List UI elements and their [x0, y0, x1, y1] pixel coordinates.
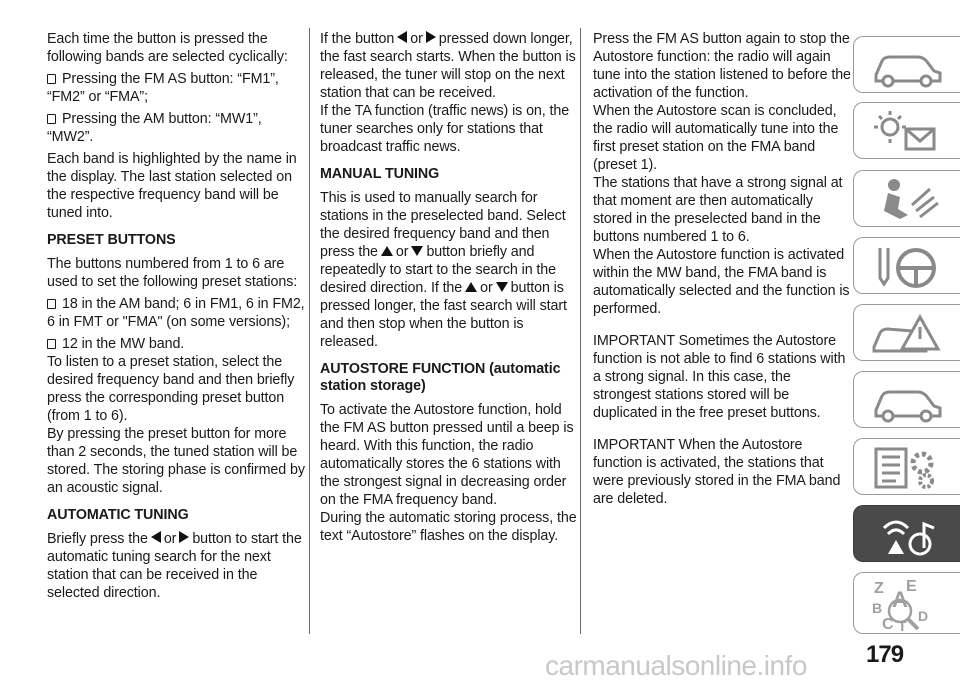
- paragraph: Press the FM AS button again to stop the Autostore function: the radio will again tune into the station listened to before the activation of the function.: [593, 31, 851, 101]
- paragraph: If the TA function (traffic news) is on, the tuner searches only for stations that broadcast traffic news.: [320, 103, 570, 155]
- arrow-left-icon: [397, 31, 407, 43]
- text-run: If the button: [320, 31, 395, 47]
- text-run: or: [410, 31, 423, 47]
- svg-text:Z: Z: [874, 580, 884, 597]
- checkbox-bullet-icon: [47, 299, 56, 309]
- checkbox-bullet-icon: [47, 114, 56, 124]
- paragraph: [47, 530, 309, 602]
- tab-index[interactable]: [853, 572, 960, 634]
- paragraph: During the automatic storing process, the text “Autostore” flashes on the display.: [320, 510, 577, 544]
- text-run: or: [395, 244, 409, 260]
- section-heading: AUTOMATIC TUNING: [47, 507, 189, 523]
- svg-text:T: T: [898, 618, 907, 633]
- paragraph: When the Autostore function is activated within the MW band, the FMA band is automatically selected and the function is performed.: [593, 247, 850, 317]
- important-note: IMPORTANT Sometimes the Autostore function is not able to find 6 stations with a strong signal. In this case, the strongest stations stored will be duplicated in the free preset buttons.: [593, 333, 846, 421]
- paragraph: To listen to a preset station, select the desired frequency band and then briefly press the corresponding preset button (from 1 to 6).: [47, 354, 295, 424]
- bullet-text: Pressing the AM button: “MW1”, “MW2”.: [47, 111, 262, 145]
- text-run: Briefly press the: [47, 531, 148, 547]
- section-heading: MANUAL TUNING: [320, 166, 440, 182]
- column-2: [320, 30, 578, 549]
- important-note: IMPORTANT When the Autostore function is activated, the stations that were previously stored in the FMA band are deleted.: [593, 437, 841, 507]
- tab-safety[interactable]: [853, 170, 960, 227]
- breakdown-icon: [868, 309, 948, 357]
- paragraph: Each time the button is pressed the following bands are selected cyclically:: [47, 31, 288, 65]
- warning-light-icon: [868, 107, 948, 155]
- page-number: 179: [866, 641, 904, 668]
- text-run: This is used to manually search for stations in the preselected band. Select the desired frequency band and then press the: [320, 190, 566, 260]
- bullet-text: 18 in the AM band; 6 in FM1, 6 in FM2, 6 in FMT or "FMA" (on some versions);: [47, 296, 305, 330]
- column-3: [593, 30, 851, 512]
- bullet-item: [47, 70, 309, 106]
- arrow-down-icon: [496, 282, 508, 292]
- text-run: pressed down longer, the fast search starts. When the button is released, the tuner will stop on the next station that can be received.: [320, 31, 576, 101]
- svg-text:A: A: [892, 587, 908, 612]
- arrow-up-icon: [465, 282, 477, 292]
- paragraph: Each band is highlighted by the name in the display. The last station selected on the respective frequency band will be tuned into.: [47, 151, 297, 221]
- paragraph: [320, 30, 578, 102]
- arrow-right-icon: [426, 31, 436, 43]
- seat-airbag-icon: [868, 175, 948, 223]
- svg-text:C: C: [882, 616, 894, 633]
- watermark: carmanualsonline.info: [545, 650, 807, 681]
- bullet-item: [47, 295, 309, 331]
- svg-text:B: B: [872, 600, 883, 616]
- tab-warning-lights[interactable]: [853, 102, 960, 159]
- paragraph: [320, 189, 578, 351]
- car-icon: [868, 41, 948, 89]
- checkbox-bullet-icon: [47, 74, 56, 84]
- paragraph: The buttons numbered from 1 to 6 are used to set the following preset stations:: [47, 256, 298, 290]
- text-run: or: [480, 280, 493, 296]
- section-heading: PRESET BUTTONS: [47, 232, 176, 248]
- column-1: [47, 30, 309, 606]
- tab-emergency[interactable]: [853, 304, 960, 361]
- arrow-right-icon: [179, 531, 189, 543]
- paragraph: To activate the Autostore function, hold the FM AS button pressed until a beep is heard. With this function, the radio automatically stores the 6 stations with the strongest signal in decreasing order on the FMA frequency band.: [320, 402, 574, 508]
- text-run: button is pressed longer, the fast search will start and then stop when the button is released.: [320, 280, 567, 350]
- bullet-text: 12 in the MW band.: [62, 336, 185, 352]
- arrow-up-icon: [381, 246, 393, 256]
- text-run: button briefly and repeatedly to start to the search in the desired direction. If the: [320, 244, 557, 296]
- checkbox-bullet-icon: [47, 339, 56, 349]
- text-run: button to start the automatic tuning search for the next station that can be received in the selected direction.: [47, 531, 302, 601]
- car-service-icon: [868, 376, 948, 424]
- paragraph: The stations that have a strong signal at that moment are then automatically stored in the preselected band in the buttons numbered 1 to 6.: [593, 175, 843, 245]
- tab-multimedia[interactable]: [853, 505, 960, 562]
- bullet-item: [47, 335, 309, 353]
- tab-servicing[interactable]: [853, 371, 960, 428]
- multimedia-icon: [868, 510, 948, 558]
- tab-driving[interactable]: [853, 237, 960, 294]
- index-icon: [868, 577, 948, 633]
- column-divider: [309, 28, 310, 634]
- paragraph: By pressing the preset button for more than 2 seconds, the tuned station will be stored. The storing phase is confirmed by an acoustic signal.: [47, 426, 305, 496]
- section-heading: AUTOSTORE FUNCTION (automatic station storage): [320, 361, 561, 394]
- steering-wheel-icon: [868, 242, 948, 290]
- tab-car-overview[interactable]: [853, 36, 960, 93]
- arrow-down-icon: [411, 246, 423, 256]
- svg-text:E: E: [906, 578, 917, 595]
- column-divider: [580, 28, 581, 634]
- bullet-text: Pressing the FM AS button: “FM1”, “FM2” or “FMA”;: [47, 71, 279, 105]
- paragraph: When the Autostore scan is concluded, the radio will automatically tune into the first preset station on the FMA band (preset 1).: [593, 103, 839, 173]
- svg-text:D: D: [918, 608, 929, 624]
- bullet-item: [47, 110, 309, 146]
- text-run: or: [163, 531, 177, 547]
- arrow-left-icon: [151, 531, 161, 543]
- specs-gear-icon: [868, 443, 948, 491]
- tab-technical-specs[interactable]: [853, 438, 960, 495]
